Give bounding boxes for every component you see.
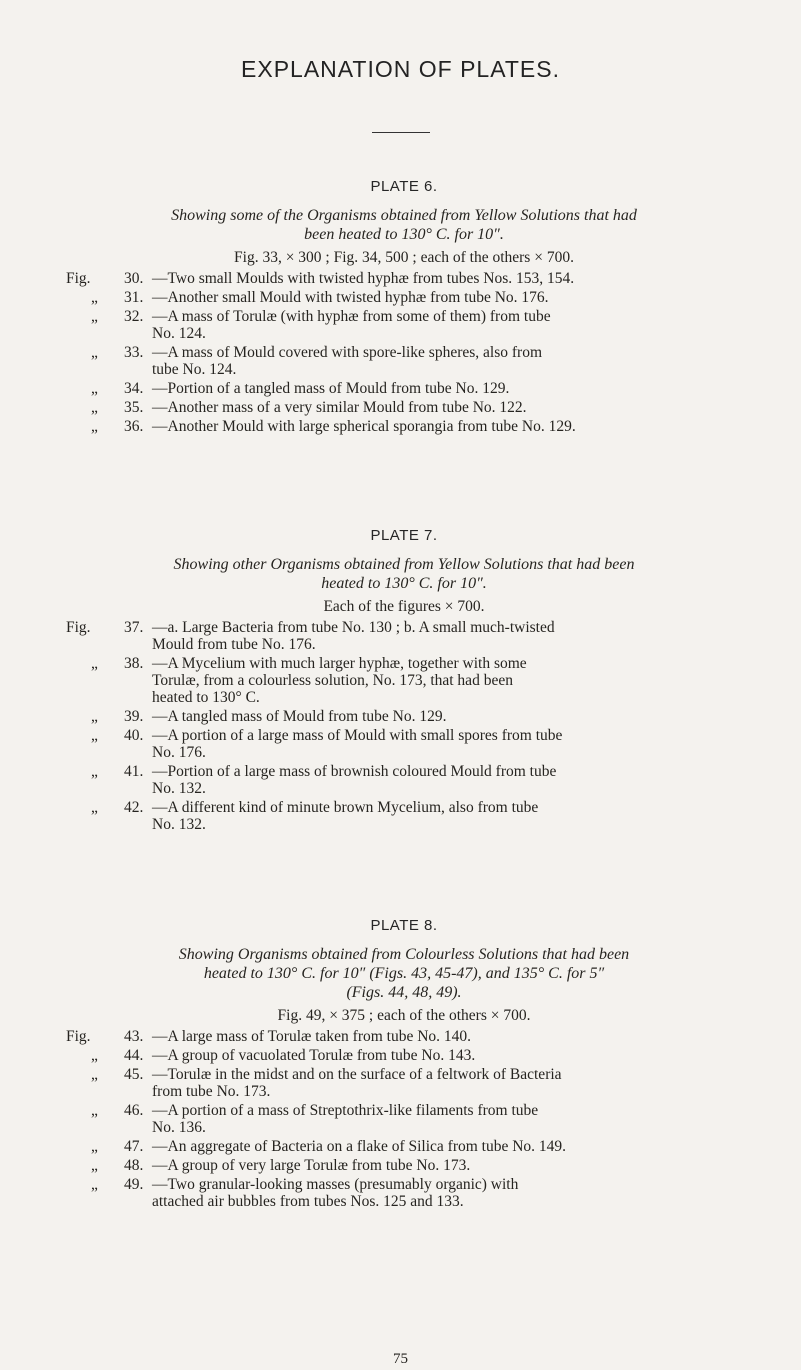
ditto-mark: „ <box>91 308 98 325</box>
fig-line: —A mass of Mould covered with spore-like spheres, also from <box>152 344 543 361</box>
fig-line: attached air bubbles from tubes Nos. 125 and 133. <box>152 1193 464 1210</box>
fig-prefix: Fig. <box>66 1028 91 1045</box>
fig-number: 43. <box>124 1028 144 1045</box>
fig-line: —A different kind of minute brown Mycelium, also from tube <box>152 799 539 816</box>
fig-number: 36. <box>124 418 144 435</box>
fig-number: 32. <box>124 308 144 325</box>
fig-number: 34. <box>124 380 144 397</box>
ditto-mark: „ <box>91 344 98 361</box>
figure-entry <box>66 1157 742 1174</box>
fig-line: No. 136. <box>152 1119 206 1136</box>
fig-prefix: Fig. <box>66 619 91 636</box>
ditto-mark: „ <box>91 380 98 397</box>
plate-heading: PLATE 8. <box>370 917 438 934</box>
figure-list <box>66 619 742 833</box>
fig-line: —A tangled mass of Mould from tube No. 129. <box>152 708 447 725</box>
fig-number: 35. <box>124 399 144 416</box>
fig-number: 39. <box>124 708 144 725</box>
ditto-mark: „ <box>91 1102 98 1119</box>
fig-line: —Another small Mould with twisted hyphæ from tube No. 176. <box>152 289 549 306</box>
figure-entry <box>66 727 742 761</box>
fig-number: 49. <box>124 1176 144 1193</box>
fig-number: 33. <box>124 344 144 361</box>
fig-line: No. 132. <box>152 816 206 833</box>
magnification-note: Fig. 49, × 375 ; each of the others × 700. <box>277 1007 531 1024</box>
fig-number: 41. <box>124 763 144 780</box>
figure-entry <box>66 708 742 725</box>
magnification-note: Fig. 33, × 300 ; Fig. 34, 500 ; each of the others × 700. <box>234 249 574 266</box>
fig-number: 42. <box>124 799 144 816</box>
fig-line: —A mass of Torulæ (with hyphæ from some of them) from tube <box>152 308 551 325</box>
fig-number: 31. <box>124 289 144 306</box>
fig-line: Mould from tube No. 176. <box>152 636 316 653</box>
figure-entry <box>66 763 742 797</box>
page-title: EXPLANATION OF PLATES. <box>241 56 560 82</box>
fig-line: No. 124. <box>152 325 206 342</box>
fig-number: 46. <box>124 1102 144 1119</box>
fig-number: 40. <box>124 727 144 744</box>
fig-line: —A large mass of Torulæ taken from tube No. 140. <box>152 1028 472 1045</box>
caption-line: (Figs. 44, 48, 49). <box>346 984 462 1001</box>
title-divider <box>372 132 430 133</box>
fig-line: —Portion of a large mass of brownish coloured Mould from tube <box>152 763 557 780</box>
figure-entry <box>66 270 742 287</box>
fig-line: —Another Mould with large spherical sporangia from tube No. 129. <box>152 418 576 435</box>
caption-line: Showing Organisms obtained from Colourless Solutions that had been <box>178 946 630 963</box>
plate-caption <box>66 945 742 1002</box>
magnification-note: Each of the figures × 700. <box>323 598 485 615</box>
fig-number: 47. <box>124 1138 144 1155</box>
ditto-mark: „ <box>91 1066 98 1083</box>
caption-line: been heated to 130° C. for 10″. <box>304 226 504 243</box>
fig-prefix: Fig. <box>66 270 91 287</box>
ditto-mark: „ <box>91 289 98 306</box>
fig-number: 45. <box>124 1066 144 1083</box>
fig-line: —a. Large Bacteria from tube No. 130 ; b. A small much-twisted <box>152 619 555 636</box>
fig-line: heated to 130° C. <box>152 689 260 706</box>
plate-6-section <box>66 178 742 437</box>
figure-entry <box>66 344 742 378</box>
figure-entry <box>66 1066 742 1100</box>
fig-line: —Portion of a tangled mass of Mould from tube No. 129. <box>152 380 510 397</box>
figure-entry <box>66 619 742 653</box>
plate-heading: PLATE 7. <box>370 527 438 544</box>
ditto-mark: „ <box>91 418 98 435</box>
figure-list <box>66 270 742 435</box>
fig-line: from tube No. 173. <box>152 1083 271 1100</box>
figure-entry <box>66 289 742 306</box>
fig-line: —A group of vacuolated Torulæ from tube No. 143. <box>152 1047 476 1064</box>
plate-7-section <box>66 527 742 835</box>
fig-line: —A portion of a large mass of Mould with small spores from tube <box>152 727 563 744</box>
fig-line: —Torulæ in the midst and on the surface of a feltwork of Bacteria <box>152 1066 562 1083</box>
fig-line: —Two granular-looking masses (presumably organic) with <box>152 1176 519 1193</box>
figure-entry <box>66 1102 742 1136</box>
fig-line: —A group of very large Torulæ from tube No. 173. <box>152 1157 471 1174</box>
fig-line: —Another mass of a very similar Mould from tube No. 122. <box>152 399 527 416</box>
figure-entry <box>66 308 742 342</box>
figure-entry <box>66 799 742 833</box>
fig-number: 38. <box>124 655 144 672</box>
fig-number: 44. <box>124 1047 144 1064</box>
figure-entry <box>66 418 742 435</box>
ditto-mark: „ <box>91 1157 98 1174</box>
fig-line: —A Mycelium with much larger hyphæ, together with some <box>152 655 527 672</box>
figure-entry <box>66 1028 742 1045</box>
caption-line: heated to 130° C. for 10″ (Figs. 43, 45-47), and 135° C. for 5″ <box>203 965 605 982</box>
fig-line: No. 132. <box>152 780 206 797</box>
figure-entry <box>66 655 742 706</box>
figure-entry <box>66 380 742 397</box>
fig-line: tube No. 124. <box>152 361 237 378</box>
ditto-mark: „ <box>91 1138 98 1155</box>
fig-line: No. 176. <box>152 744 206 761</box>
fig-line: —An aggregate of Bacteria on a flake of Silica from tube No. 149. <box>152 1138 567 1155</box>
ditto-mark: „ <box>91 655 98 672</box>
caption-line: Showing some of the Organisms obtained from Yellow Solutions that had <box>171 207 637 224</box>
plate-caption <box>66 555 742 593</box>
plate-heading: PLATE 6. <box>370 178 438 195</box>
fig-line: Torulæ, from a colourless solution, No. 173, that had been <box>152 672 513 689</box>
ditto-mark: „ <box>91 399 98 416</box>
caption-line: heated to 130° C. for 10″. <box>321 575 487 592</box>
ditto-mark: „ <box>91 1047 98 1064</box>
ditto-mark: „ <box>91 763 98 780</box>
fig-line: —A portion of a mass of Streptothrix-like filaments from tube <box>152 1102 539 1119</box>
ditto-mark: „ <box>91 708 98 725</box>
figure-entry <box>66 1176 742 1210</box>
plate-caption <box>66 206 742 244</box>
figure-entry <box>66 1138 742 1155</box>
figure-entry <box>66 399 742 416</box>
fig-number: 30. <box>124 270 144 287</box>
page-number: 75 <box>393 1351 408 1367</box>
fig-line: —Two small Moulds with twisted hyphæ from tubes Nos. 153, 154. <box>152 270 575 287</box>
figure-entry <box>66 1047 742 1064</box>
caption-line: Showing other Organisms obtained from Yellow Solutions that had been <box>173 556 635 573</box>
fig-number: 37. <box>124 619 144 636</box>
fig-number: 48. <box>124 1157 144 1174</box>
plate-8-section <box>66 917 742 1212</box>
ditto-mark: „ <box>91 1176 98 1193</box>
ditto-mark: „ <box>91 799 98 816</box>
figure-list <box>66 1028 742 1210</box>
ditto-mark: „ <box>91 727 98 744</box>
